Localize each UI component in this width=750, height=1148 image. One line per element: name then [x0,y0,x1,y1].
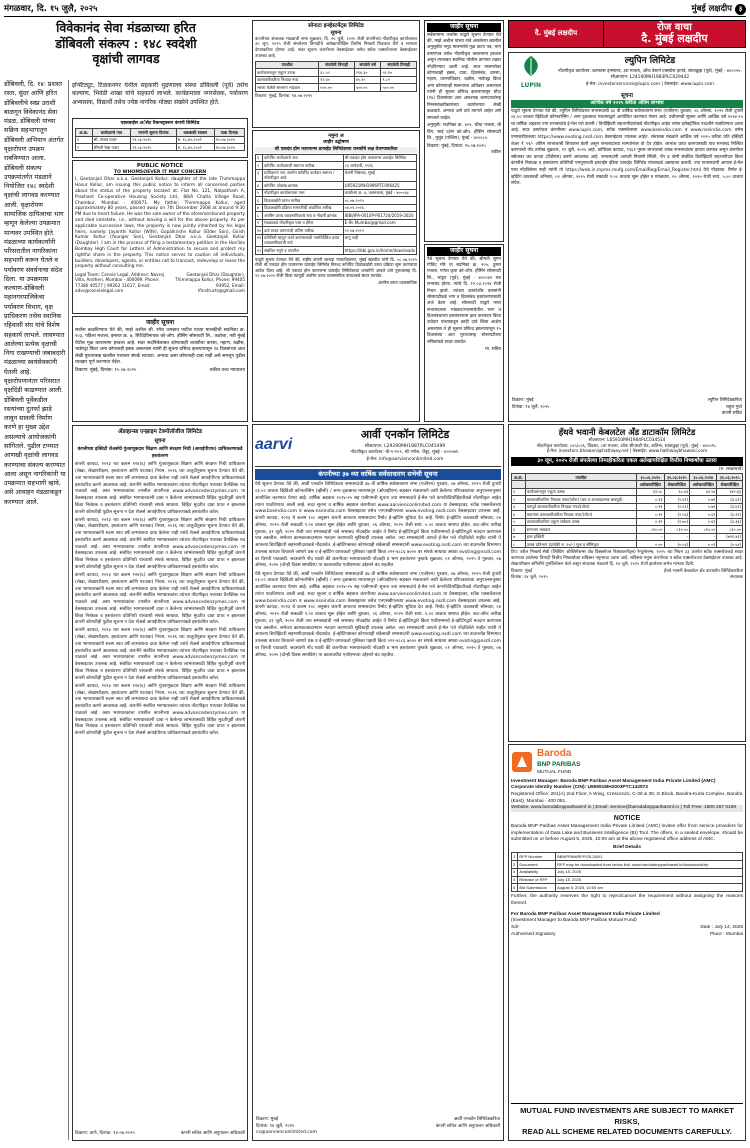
table-cell: July 15, 2025 [556,868,743,876]
table-cell: ६०.४३ [664,488,690,495]
table-cell: श्री एकदंत होम फायनान्स प्रायव्हेट लिमिटेड [343,154,416,161]
table-cell: - [637,533,664,540]
table-cell: ०८.०७.२०२५ [343,197,416,204]
table-cell: RFP Number [518,853,556,861]
baroda-disclaimer: MUTUAL FUND INVESTMENTS ARE SUBJECT TO MARKET RISKS, READ ALL SCHEME RELATED DOCUMENTS CAREFULLY. [511,1103,743,1138]
table-cell: लागू नाही [343,234,416,247]
table-cell: ६१.५८ [637,488,664,495]
table-cell: - [690,533,717,540]
ad-logo-panel: दै. मुंबई लक्षदीप [508,20,604,48]
table-row [256,212,417,219]
table-subheader: अलेखापरिक्षित [637,481,664,488]
table-cell: २२.०७.२०२५ [343,227,416,234]
table-cell: ५००.०० [354,84,381,91]
table-cell: ३ [512,503,526,510]
ad-tagline: रोज वाचा [657,22,692,34]
table-cell: Availability [518,868,556,876]
table-cell: U65921MH1996PTC096425 [343,182,416,189]
baroda-logo-icon [511,751,533,773]
main-headline: विवेकानंद सेवा मंडळाच्या हरित डोंबिवली संकल्प : १४८ स्वदेशी वृक्षांची लागवड [55,20,197,67]
table-cell: कंपनी निबंधक, मुंबई [343,169,416,182]
table-cell: ४ [512,511,526,518]
table-subheader [525,481,637,488]
insolvency-table [255,154,417,255]
table-cell: २४२.६३ [717,488,743,495]
table-cell: ११ [256,234,263,247]
table-cell: कॉर्पोरेट कर्जदाराची स्थापना तारीख [263,162,343,169]
table-cell: ८१०.०० [664,526,690,533]
table-cell: 5 [512,884,518,892]
table-row [512,540,743,547]
table-cell: समभाग भांडवल [525,526,637,533]
table-cell: कॉर्पोरेट कर्जदाराचे नाव [263,154,343,161]
table-cell: ६१.५४ [690,488,717,495]
table-row [512,853,743,861]
table-row [256,154,417,161]
aarvi-company: आर्वी एनकॉन लिमिटेड [360,428,450,441]
sonata-table [255,61,417,92]
page-number: ३ [735,4,746,15]
table-cell: २१४.३० [354,69,381,76]
table-cell: ०४.०१.२०२६ [343,204,416,211]
table-cell: १ [512,488,526,495]
table-cell: भरणा केलेले समभाग भांडवल [256,84,319,91]
table-header: तपशील [256,61,319,68]
story-body-left: डोंबिवली, दि. १४: प्रशस्त रस्ता, सुंदर आणि हरित डोंबिवलीचे स्वप्न उराशी बाळगून विवेकानंद सेवा मंडळ, डोंबिवली यांच्या सक्रिय सहभागातून डोंबिवली अभियान अंतर्गत वृक्षारोपण उपक्रम राबविण्यात आला. डोंबिवली संकल्प उपक्रमांतर्गत मंडळाने नियोजित १४८ स्वदेशी वृक्षांची लागवड करण्यात आली. वृक्षारोपण सामाजिक दायित्वाचा भाग म्हणून केलेल्या उपक्रमात मान्यवर उपस्थित होते. मंडळाच्या कार्यकर्त्यांनी परिसरातील नागरिकांना सहभागी करून घेतले व पर्यावरण संवर्धनाचा संदेश दिला. या उपक्रमास कल्याण-डोंबिवली महानगरपालिकेचा पर्यावरण विभाग, वृक्ष प्राधिकरण तसेच स्थानिक रहिवासी संघ यांचे विशेष सहकार्य लाभले. लावण्यात आलेल्या प्रत्येक वृक्षाची निगा राखण्याची जबाबदारी मंडळाच्या स्वयंसेवकांनी घेतली आहे. वृक्षारोपणानंतर परिसरात वृक्षदिंडी काढण्यात आली. डोंबिवली पूर्वेकडील रस्त्यांच्या दुतर्फा झाडे लावून सावली निर्माण करणे हा मुख्य उद्देश असल्याचे आयोजकांनी सांगितले. पुढील टप्प्यात आणखी वृक्षांची लागवड करण्याचा संकल्प करण्यात आला असून नागरिकांनी या उपक्रमात सहभागी व्हावे, असे आवाहन मंडळाकडून करण्यात आले. [4,80,66,506]
ad-name: दै. मुंबई लक्षदीप [641,32,708,46]
table-row [512,884,743,892]
table-cell: (३.६१) [717,503,743,510]
story-left-column [4,80,66,1142]
table-cell: ५ [512,518,526,525]
table-header: संपलेली तिमाही [381,61,417,68]
table-cell: https://ibbi.gov.in/home/downloads [344,247,415,253]
table-cell: इतर इक्विटी [525,533,637,540]
table-row [512,868,743,876]
table-cell: कार्यचलनातून एकूण उत्पन्न [525,488,637,495]
table-cell: ०.१९ [637,511,664,518]
hathway-notice: हॅथवे भवानी केबलटेल अँड डाटाकॉम लिमिटेड सीआयएन: L65910MH1984PLC034514 नोंदणीकृत कार्यालय: ८०५/८०६, विंडसर, ८वा मजला, ऑफ सीएसटी रोड, कलिना, सांताक्रुझ (पूर्व), मुंबई - ४०००९८. ई-मेल: investors.bhawani@hathway.net | वेबसाईट: www.hathwaybhawani.com ३० जून, २०२५ रोजी संपलेल्या तिमाहीकरिता एकल अलेखापरिक्षित वित्तीय निष्कर्षांचा उतारा (रु. लाखांमध्ये) अ.क्र. तपशील ३०.०६.२०२५ ३१.०३.२०२५ ३०.०६.२०२४ ३१.०३.२०२५ अलेखापरिक्षित लेखापरिक्षित अलेखापरिक्षित लेखापरिक्षित १ कार्यचलनातून एकूण उत्पन्न ६१.५८ ६०.४३ ६१.५४ २४२.६३ २ कालावधीकरिता निव्वळ नफा/(तोटा) (कर व अपवादात्मक बाबपूर्व) ०.११ (२.६९) ०.७९ (३.६१) ३ करपूर्व कालावधीकरिता निव्वळ नफा/(तोटा) ०.११ (२.६९) ०.७९ (३.६१) ४ करानंतर कालावधीकरिता निव्वळ नफा/(तोटा) ०.१९ (२.५६) ०.६१ (३.१९) ५ कालावधीकरिता एकूण सर्वंकष उत्पन्न ०.१९ (२.७०) ०.६१ (३.३३) ६ समभाग भांडवल ८१०.०० ८१०.०० ८१०.०० ८१०.०० ७ इतर इक्विटी - - - (७९९.४१) ८ उत्पन्न प्रतिभाग (प्रत्येकी रु. १०/-) मूळ व सौमिकृत ०.०० (०.०३) ०.०१ (०.०४) टिप: वरील निष्कर्ष सेबी (लिस्टिंग ऑब्लिगेशन्स अँड डिस्क्लोजर रिक्वायरमेंट्स) रेग्युलेशन्स, २०१५ च्या नियम ३३ अंतर्गत स्टॉक एक्सचेंजकडे सादर करण्यात आलेल्या तिमाही वित्तीय निष्कर्षांच्या सविस्तर नमुन्याचा उतारा आहे. सविस्तर नमुना कंपनीच्या व स्टॉक एक्सचेंजच्या वेबसाईटवर उपलब्ध आहे. लेखापरिक्षण समितीने पुनर्विलोकन केले असून संचालक मंडळाने दि. १४ जुलै, २०२५ रोजी झालेल्या सभेत मान्यता दिली. ठिकाण: मुंबई दिनांक: १४ जुलै, २०२५ हॅथवे भवानी केबलटेल अँड डाटाकॉम लिमिटेडकरिता संचालक [508,424,746,742]
table-cell: ०.७९ [690,496,717,503]
baroda-notice: Baroda BNP PARIBAS MUTUAL FUND Investment Manager: Baroda BNP Paribas Asset Management India Private Limited (AMC) Corporate Identity Number (CIN): U65991MH2003PTC142972 Registered Office: 201(A) 2nd Floor, A Wing, Crescenzo, C-38 & 39, G Block, Bandra-Kurla Complex, Bandra (East), Mumbai - 400 051. Website: www.barodabnpparibasmf.in | Email: service@barodabnpparibasmf.in | Toll Free: 1800 267 0189 NOTICE Baroda BNP Paribas Asset Management India Private Limited (AMC) invites offer from service providers for implementation of Data Lake and Business Intelligence (BI) Tool. The offers, in a sealed envelope, should be submitted on or before August 5, 2025, 10:00 am at the above registered office address of AMC. Brief Details 1 RFP Number BBNPPAM/RFP/25-26/01 2 Document RFP may be downloaded from below link: www.barodabnpparibasmf.in/downloads/rfp 3 Availability July 15, 2025 4 Release of RFP July 15, 2025 5 Bid Submission August 5, 2025, 10:00 am Further, the authority reserves the right to reject/cancel the requirement without assigning the reasons thereof. For Baroda BNP Paribas Asset Management India Private Limited (Investment Manager to Baroda BNP Paribas Mutual Fund) Sd/- Authorised Signatory Date : July 14, 2025 Place : Mumbai MUTUAL FUND INVESTMENTS ARE SUBJECT TO MARKET RISKS, READ ALL SCHEME RELATED DOCUMENTS CAREFULLY. [508,744,746,1141]
table-cell: कार्यालय क्र. ४, तळमजला, मुंबई - ४०००६४ [343,189,416,196]
table-cell: करानंतर कालावधीकरिता निव्वळ नफा/(तोटा) [525,511,637,518]
insolvency-notice: नमुना अ जाहीर उद्घोषणा श्री एकदंत होम फायनान्स प्रायव्हेट लिमिटेडच्या धनकोंचे लक्ष वेधण्याकरिता १ कॉर्पोरेट कर्जदाराचे नाव श्री एकदंत होम फायनान्स प्रायव्हेट लिमिटेड २ कॉर्पोरेट कर्जदाराची स्थापना तारीख २३ जानेवारी, १९९६ ३ प्राधिकरण ज्या अंतर्गत कॉर्पोरेट कर्जदार स्थापन / नोंदणीकृत आहे कंपनी निबंधक, मुंबई ४ कॉर्पोरेट ओळख क्रमांक U65921MH1996PTC096425 ५ नोंदणीकृत कार्यालयाचा पत्ता कार्यालय क्र. ४, तळमजला, मुंबई - ४०००६४ ६ दिवाळखोरी प्रारंभ तारीख ०८.०७.२०२५ ७ दिवाळखोरी प्रक्रिया समाप्तीची अंदाजित तारीख ०४.०१.२०२६ ८ अंतरिम ठराव व्यावसायिकाचे नाव व नोंदणी क्रमांक IBBI/IPA-001/IP-P01724/2019-2020 ९ मंडळाकडे नोंदणीकृत पत्ता व ईमेल E-Ifc.Mumbai@gmail.com १० दावे सादर करण्याची अंतिम तारीख २२.०७.२०२५ ११ प्रतिनिधी म्हणून कार्य करण्यासाठी नामनिर्देशित ठराव व्यावसायिकांची नावे लागू नाही १२ संबंधित नमुने व तपशील https://ibbi.gov.in/home/downloads याद्वारे सूचना देण्यात येते की, राष्ट्रीय कंपनी कायदा न्यायाधिकरण, मुंबई खंडपीठ यांनी दि. ०८.०७.२०२५ रोजी श्री एकदंत होम फायनान्स प्रायव्हेट लिमिटेड विरुध्द कॉर्पोरेट दिवाळखोरी ठराव प्रक्रिया सुरू करण्याचा आदेश दिला आहे. श्री एकदंत होम फायनान्स प्रायव्हेट लिमिटेडच्या धनकोंनी आपले दावे पुराव्यासह दि. २२.०७.२०२५ रोजी किंवा त्यापूर्वी अंतरिम ठराव व्यावसायिक यांच्याकडे सादर करावेत. अंतरिम ठराव व्यावसायिक [252,130,420,422]
table-cell: - [664,533,690,540]
table-cell: प्राधिकरण ज्या अंतर्गत कॉर्पोरेट कर्जदार स्थापन / नोंदणीकृत आहे [263,169,343,182]
table-header: अ.क्र. [512,473,526,480]
table-cell: ५२.१० [381,69,417,76]
table-cell: १२ [257,247,262,253]
table-cell: अंतरिम ठराव व्यावसायिकाचे नाव व नोंदणी क्रमांक [263,212,343,219]
table-row [512,503,743,510]
table-header: ३०.०६.२०२४ [690,473,717,480]
table-cell: ५००.०० [319,84,355,91]
table-row [512,860,743,868]
table-cell: ०.६१ [690,511,717,518]
table-row [256,247,417,254]
table-cell: BBNPPAM/RFP/25-26/01 [556,853,743,861]
aarvi-body: येथे सूचना देण्यात येते की, आर्वी एनकॉन लिमिटेडच्या सभासदांची ३७ वी वार्षिक सर्वसाधारण सभा (एजीएम) गुरुवार, ०७ ऑगस्ट, २०२५ रोजी दुपारी ०३.०० वाजता व्हिडिओ कॉन्फरन्सिंग (व्हीसी) / अन्य दृकश्राव्य माध्यमातून (ओएव्हीएम) सहकार मंत्रालयाने जारी केलेल्या परिपत्रकांच्या अनुपालनानुसार आयोजित करण्यात येणार आहे. वार्षिक अहवाल २०२४-२५ सह एजीएमची सूचना ज्या सभासदांचे ई-मेल पत्ते कंपनी/डिपॉझिटरीकडे नोंदणीकृत आहेत त्यांना पाठविण्यात आली आहे. सदर सूचना व वार्षिक अहवाल कंपनीच्या www.aarvienconlimited.com या वेबसाइटवर, स्टॉक एक्सचेंजच्या www.bseindia.com व www.nseindia.com वेबसाइटवर तसेच एनएसडीएलच्या www.evoting.nsdl.com वेबसाइटवर उपलब्ध आहे. कंपनी कायदा, २०१३ चे कलम १०८ अनुसार कंपनी आपल्या सभासदांना रिमोट ई-व्होटिंग सुविधा देत आहे. रिमोट ई-व्होटिंग कालावधी सोमवार, ०४ ऑगस्ट, २०२५ रोजी सकाळी ९.०० वाजता सुरू होईल आणि बुधवार, ०६ ऑगस्ट, २०२५ रोजी सायं. ५.०० वाजता समाप्त होईल. कट-ऑफ तारीख गुरुवार, ३१ जुलै, २०२५ रोजी ज्या सभासदांची नावे सभासद नोंदवहीत आहेत ते रिमोट ई-व्होटिंगद्वारे किंवा एजीएममध्ये ई-व्होटिंगद्वारे मतदान करण्यास पात्र असतील. सभेच्या कामकाजादरम्यान मतदान करण्याची सुविधाही उपलब्ध असेल. ज्या सभासदांनी आपले ई-मेल पत्ते नोंदविलेले नाहीत त्यांनी ते आपल्या डिपॉझिटरी सहभागीदाराकडे नोंदवावेत. ई-व्होटिंगबाबत कोणत्याही शंकेसाठी सभासदांनी www.evoting.nsdl.com च्या डाउनलोड विभागात उपलब्ध वारंवार विचारले जाणारे प्रश्न व ई-व्होटिंग वापरकर्ता पुस्तिका पहावी किंवा ०२२-४८८६ ७००० वर संपर्क साधावा अथवा evoting@nsdl.com वर विनंती पाठवावी. सदस्यांनी नोंद घ्यावी की कंपनीच्या भागधारकांची नोंदवही व भाग हस्तांतरण पुस्तके शुक्रवार, ०१ ऑगस्ट, २०२५ ते गुरुवार, ०७ ऑगस्ट, २०२५ (दोन्ही दिवस समाविष्ट) या कालावधीत एजीएमच्या उद्देशाने बंद राहतील. [255,482,501,569]
table-cell: ०.११ [637,503,664,510]
table-header: संपलेली तिमाही [319,61,355,68]
sonata-notice: सोनाटा इन्व्हेस्टमेंट्स लिमिटेड सूचना कंपनीच्या संचालक मंडळाची सभा शुक्रवार, दि. २५ जुलै, २०२५ रोजी कंपनीच्या नोंदणीकृत कार्यालयात ३० जून, २०२५ रोजी संपलेल्या तिमाहीचे अलेखापरिक्षित वित्तीय निष्कर्ष विचारात घेणे व मान्यता देण्याकरिता होणार आहे. सदर सूचना कंपनीच्या वेबसाईटवर तसेच स्टॉक एक्सचेंजच्या वेबसाईटवर उपलब्ध आहे. तपशील संपलेली तिमाही संपलेले वर्ष संपलेली तिमाही कार्यचलनातून एकूण उत्पन्न ६८.५२ २१४.३० ५२.१० कालावधीकरिता निव्वळ नफा १२.४० ४५.२० ९.८० भरणा केलेले समभाग भांडवल ५००.०० ५००.०० ५००.०० ठिकाण: मुंबई, दिनांक: १४.०७.२०२५ [252,20,420,128]
table-row [256,162,417,169]
table-row [256,69,417,76]
table-cell: (३.१९) [717,511,743,518]
table-cell: ०.११ [637,496,664,503]
baroda-rfp-table [511,852,743,892]
lupin-company: ल्युपिन लिमिटेड [624,56,676,66]
table-cell: ०.६१ [690,518,717,525]
notice-small-table: एडलवाईस अॅसेट रिकन्स्ट्रक्शन कंपनी लिमिटेड अ.क्र. कर्जदाराचे नाव मागणी सूचना दिनांक थकबाकी रक्कम ताबा दिनांक १ श्री. संजय पवार २१.०३.२०२५ रु. १८,४५,२००/- १०.०७.२०२५ २ श्रीमती रेखा पवार २१.०३.२०२५ रु. १८,४५,२००/- १०.०७.२०२५ [72,118,248,158]
table-cell: मंडळाकडे नोंदणीकृत पत्ता व ईमेल [263,219,343,226]
table-row [256,189,417,196]
table-header: ३१.०३.२०२५ [664,473,690,480]
table-cell: २३ जानेवारी, १९९६ [343,162,416,169]
table-cell: (०.०३) [664,540,690,547]
lupin-body: याद्वारे सूचना देण्यात येते की, ल्युपिन लिमिटेडच्या सभासदांची ४३ वी वार्षिक सर्वसाधारण सभा (एजीएम) बुधवार, ०६ ऑगस्ट, २०२५ रोजी दुपारी ०४.०० वाजता व्हिडिओ कॉन्फरन्सिंग / अन्य दृकश्राव्य माध्यमाद्वारे आयोजित करण्यात येणार आहे. एजीएमची सूचना आणि आर्थिक वर्ष २०२४-२५ चा वार्षिक अहवाल ज्या सभासदांचे ई-मेल पत्ते कंपनी / डिपॉझिटरी सहभागीदारांकडे नोंदणीकृत आहेत त्यांना इलेक्ट्रॉनिक पध्दतीने पाठविण्यात आला आहे. सदर दस्तऐवज कंपनीच्या www.lupin.com, स्टॉक एक्सचेंजच्या www.bseindia.com व www.nseindia.com तसेच एनएसडीएलच्या https://www.evoting.nsdl.com वेबसाईटवर उपलब्ध आहेत. संचालक मंडळाने आर्थिक वर्ष २०२५ करिता प्रति इक्विटी शेअर ₹ १२/- अंतिम लाभांशाची शिफारस केली असून सभासदांच्या मान्यतेनंतर तो देय होईल. लाभांश प्राप्त करण्यासाठी पात्र सभासद निश्चित करण्याची नोंद तारीख शुक्रवार, ११ जुलै, २०२५ आहे. प्राप्तिकर कायदा, १९६१ नुसार लाभांशाचे उत्पन्न सभासदांच्या हातात करपात्र असून कंपनीला स्त्रोतावर कर कपात (टीडीएस) करणे आवश्यक आहे. सभासदांनी आपली निवासी स्थिती, पॅन व श्रेणी संबंधित डिपॉझिटरी सहभागीदार किंवा कंपनीचे निबंधक व हस्तांतरण प्रतिनिधी एमयूएफजी इनटाईम इंडिया प्रायव्हेट लिमिटेड यांच्याकडे अद्ययावत करावी. ज्या सभासदांनी आपला ई-मेल पत्ता नोंदविलेला नाही त्यांनी तो https://web.in.mpms.mufg.com/EmailReg/Email_Register.html येथे नोंदवावा. रिमोट ई-व्होटिंग कालावधी शनिवार, ०२ ऑगस्ट, २०२५ रोजी सकाळी ९.०० वाजता सुरू होईल व मंगळवार, ०५ ऑगस्ट, २०२५ रोजी सायं. ५.०० वाजता संपेल. [511,108,743,187]
table-cell: २ [512,496,526,503]
table-cell: कालावधीकरिता एकूण सर्वंकष उत्पन्न [525,518,637,525]
table-cell: 4 [512,876,518,884]
aarvi-title: कंपनीच्या ३७ व्या वार्षिक सर्वसाधारण सभेची सूचना [255,469,501,481]
date-line: मंगळवार, दि. १५ जुलै, २०२५ [4,3,98,14]
table-cell: IBBI/IPA-001/IP-P01724/2019-2020 [343,212,416,219]
table-row [256,234,417,247]
table-cell: संबंधित नमुने व तपशील [263,247,343,254]
table-subheader [512,481,526,488]
table-cell: Document [518,860,556,868]
table-cell: ७ [512,533,526,540]
table-cell: ९.८० [381,76,417,83]
table-row [512,876,743,884]
table-header: ३१.०३.२०२५ [717,473,743,480]
table-cell: ८ [256,212,263,219]
table-cell: (३.३३) [717,518,743,525]
table-cell: ४ [256,182,263,189]
hathway-results-table [511,473,743,549]
table-cell: ८१०.०० [690,526,717,533]
table-cell: कालावधीकरिता निव्वळ नफा/(तोटा) (कर व अपवादात्मक बाबपूर्व) [525,496,637,503]
aarvi-logo: aarvi [255,436,293,454]
table-row [512,518,743,525]
table-cell: Release of RFP [518,876,556,884]
table-row [512,511,743,518]
table-header: ३०.०६.२०२५ [637,473,664,480]
aarvi-notice: aarvi आर्वी एनकॉन लिमिटेड सीआयएन: L29290MH1987PLC045499 नोंदणीकृत कार्यालय: बी-१-१०२, श्री गणेश, चेंबूर, मुंबई - ४०००७१. ई-मेल: info@aarvienconlimited.com कंपनीच्या ३७ व्या वार्षिक सर्वसाधारण सभेची सूचना येथे सूचना देण्यात येते की, आर्वी एनकॉन लिमिटेडच्या सभासदांची ३७ वी वार्षिक सर्वसाधारण सभा (एजीएम) गुरुवार, ०७ ऑगस्ट, २०२५ रोजी दुपारी ०३.०० वाजता व्हिडिओ कॉन्फरन्सिंग (व्हीसी) / अन्य दृकश्राव्य माध्यमातून (ओएव्हीएम) सहकार मंत्रालयाने जारी केलेल्या परिपत्रकांच्या अनुपालनानुसार आयोजित करण्यात येणार आहे. वार्षिक अहवाल २०२४-२५ सह एजीएमची सूचना ज्या सभासदांचे ई-मेल पत्ते कंपनी/डिपॉझिटरीकडे नोंदणीकृत आहेत त्यांना पाठविण्यात आली आहे. सदर सूचना व वार्षिक अहवाल कंपनीच्या www.aarvienconlimited.com या वेबसाइटवर, स्टॉक एक्सचेंजच्या www.bseindia.com व www.nseindia.com वेबसाइटवर तसेच एनएसडीएलच्या www.evoting.nsdl.com वेबसाइटवर उपलब्ध आहे. कंपनी कायदा, २०१३ चे कलम १०८ अनुसार कंपनी आपल्या सभासदांना रिमोट ई-व्होटिंग सुविधा देत आहे. रिमोट ई-व्होटिंग कालावधी सोमवार, ०४ ऑगस्ट, २०२५ रोजी सकाळी ९.०० वाजता सुरू होईल आणि बुधवार, ०६ ऑगस्ट, २०२५ रोजी सायं. ५.०० वाजता समाप्त होईल. कट-ऑफ तारीख गुरुवार, ३१ जुलै, २०२५ रोजी ज्या सभासदांची नावे सभासद नोंदवहीत आहेत ते रिमोट ई-व्होटिंगद्वारे किंवा एजीएममध्ये ई-व्होटिंगद्वारे मतदान करण्यास पात्र असतील. सभेच्या कामकाजादरम्यान मतदान करण्याची सुविधाही उपलब्ध असेल. ज्या सभासदांनी आपले ई-मेल पत्ते नोंदविलेले नाहीत त्यांनी ते आपल्या डिपॉझिटरी सहभागीदाराकडे नोंदवावेत. ई-व्होटिंगबाबत कोणत्याही शंकेसाठी सभासदांनी www.evoting.nsdl.com च्या डाउनलोड विभागात उपलब्ध वारंवार विचारले जाणारे प्रश्न व ई-व्होटिंग वापरकर्ता पुस्तिका पहावी किंवा ०२२-४८८६ ७००० वर संपर्क साधावा अथवा evoting@nsdl.com वर विनंती पाठवावी. सदस्यांनी नोंद घ्यावी की कंपनीच्या भागधारकांची नोंदवही व भाग हस्तांतरण पुस्तके शुक्रवार, ०१ ऑगस्ट, २०२५ ते गुरुवार, ०७ ऑगस्ट, २०२५ (दोन्ही दिवस समाविष्ट) या कालावधीत एजीएमच्या उद्देशाने बंद राहतील. येथे सूचना देण्यात येते की, आर्वी एनकॉन लिमिटेडच्या सभासदांची ३७ वी वार्षिक सर्वसाधारण सभा (एजीएम) गुरुवार, ०७ ऑगस्ट, २०२५ रोजी दुपारी ०३.०० वाजता व्हिडिओ कॉन्फरन्सिंग (व्हीसी) / अन्य दृकश्राव्य माध्यमातून (ओएव्हीएम) सहकार मंत्रालयाने जारी केलेल्या परिपत्रकांच्या अनुपालनानुसार आयोजित करण्यात येणार आहे. वार्षिक अहवाल २०२४-२५ सह एजीएमची सूचना ज्या सभासदांचे ई-मेल पत्ते कंपनी/डिपॉझिटरीकडे नोंदणीकृत आहेत त्यांना पाठविण्यात आली आहे. सदर सूचना व वार्षिक अहवाल कंपनीच्या www.aarvienconlimited.com या वेबसाइटवर, स्टॉक एक्सचेंजच्या www.bseindia.com व www.nseindia.com वेबसाइटवर तसेच एनएसडीएलच्या www.evoting.nsdl.com वेबसाइटवर उपलब्ध आहे. कंपनी कायदा, २०१३ चे कलम १०८ अनुसार कंपनी आपल्या सभासदांना रिमोट ई-व्होटिंग सुविधा देत आहे. रिमोट ई-व्होटिंग कालावधी सोमवार, ०४ ऑगस्ट, २०२५ रोजी सकाळी ९.०० वाजता सुरू होईल आणि बुधवार, ०६ ऑगस्ट, २०२५ रोजी सायं. ५.०० वाजता समाप्त होईल. कट-ऑफ तारीख गुरुवार, ३१ जुलै, २०२५ रोजी ज्या सभासदांची नावे सभासद नोंदवहीत आहेत ते रिमोट ई-व्होटिंगद्वारे किंवा एजीएममध्ये ई-व्होटिंगद्वारे मतदान करण्यास पात्र असतील. सभेच्या कामकाजादरम्यान मतदान करण्याची सुविधाही उपलब्ध असेल. ज्या सभासदांनी आपले ई-मेल पत्ते नोंदविलेले नाहीत त्यांनी ते आपल्या डिपॉझिटरी सहभागीदाराकडे नोंदवावेत. ई-व्होटिंगबाबत कोणत्याही शंकेसाठी सभासदांनी www.evoting.nsdl.com च्या डाउनलोड विभागात उपलब्ध वारंवार विचारले जाणारे प्रश्न व ई-व्होटिंग वापरकर्ता पुस्तिका पहावी किंवा ०२२-४८८६ ७००० वर संपर्क साधावा अथवा evoting@nsdl.com वर विनंती पाठवावी. सदस्यांनी नोंद घ्यावी की कंपनीच्या भागधारकांची नोंदवही व भाग हस्तांतरण पुस्तके शुक्रवार, ०१ ऑगस्ट, २०२५ ते गुरुवार, ०७ ऑगस्ट, २०२५ (दोन्ही दिवस समाविष्ट) या कालावधीत एजीएमच्या उद्देशाने बंद राहतील. ठिकाण: मुंबई दिनांक: १४ जुलै, २०२५ cs@aarvienconlimited.com आर्वी एनकॉन लिमिटेडकरिता कंपनी सचिव आणि अनुपालन अधिकारी [252,424,504,1141]
public-notice-legal-team: Legal Team: Connie Legal, Address: Navroj Villa, Andheri, Mumbai - 400099. Phone: 77386 40577 | 99262 11617, Email: advs@connielegal.com [75,271,165,293]
table-row [256,227,417,234]
table-cell: करपूर्व कालावधीकरिता निव्वळ नफा/(तोटा) [525,503,637,510]
public-notice-body: I, Geetanjali Dhar a.k.a. Geetanjali Kollur, daughter of the late Thimmappa Hosur Kollur, am issuing this public notice to inform all concerned parties about the status of the property located at: Flat No. 121, Nalpatham A, Prashant Co-operative Housing Society Ltd., 88/A Chatla Village Road, Chembur, Mumbai - 400071. My father, Thimmappa Kollur, aged approximately 80 years, passed away on 7th December 2008 at around 9:30 PM due to heart failure. He was the sole owner of the aforementioned property and died intestate, i.e., without leaving a will for the above property. As per applicable succession laws, the property is now jointly inherited by his legal heirs, namely: Jayanthi Kollur (Wife), Gopalkrishn Kollur (Elder Son), Girish Kumar Kollur (Younger Son), Geetanjali Dhar a.k.a. Geetanjali Kollur (Daughter). I am in the process of filing a testamentary petition in the Hon'ble Bombay High Court for Letters of Administration to secure and protect my rightful share in the property. This notice serves to caution all individuals, builders, developers, agents, or entities not to transact, redevelop or lease the property without consulting me. [75,177,245,270]
table-cell: कार्यचलनातून एकूण उत्पन्न [256,69,319,76]
table-cell: (२.७०) [664,518,690,525]
jahir-suchana-right: जाहीर सूचना सर्वसामान्य जनतेस याद्वारे सूचना देण्यात येते की, माझे अशील यांच्या नावे असलेल्या खालील अनुसूचीत नमूद मालमत्तेचे मूळ वाटप पत्र, भाग प्रमाणपत्र तसेच नोंदणीकृत करारनामा हरवला असून त्याबाबत स्थानिक पोलीस ठाण्यात तक्रार नोंदविण्यात आली आहे. सदर मालमत्तेवर कोणाचाही हक्क, दावा, हितसंबंध, वारसा, गहाण, धारणाधिकार, बक्षीस, भाडेपट्टा किंवा अन्य कोणत्याही स्वरूपाचा अधिकार असल्यास त्यांनी ही सूचना प्रसिध्द झाल्यापासून चौदा (१४) दिवसांच्या आत आवश्यक कागदपत्रांसह निम्नस्वाक्षरीकारांच्या कार्यालयात लेखी कळवावे. अन्यथा असे दावे त्यागले आहेत असे समजले जाईल. अनुसूची: सदनिका क्र. ४०२, चौथा मजला, बी विंग, साई दर्शन को-ऑप. हौसिंग सोसायटी लि., मुलुंड (पश्चिम), मुंबई - ४०००८०. ठिकाण: मुंबई, दिनांक: १५.०७.२०२५ वकील [424,20,504,242]
table-cell: ३ [256,169,263,182]
table-cell: कालावधीकरिता निव्वळ नफा [256,76,319,83]
table-cell: (२.५६) [664,511,690,518]
jahir-suchana-right-2: जाहीर सूचना येथे सूचना देण्यात येते की, श्रीमती सुमन गोविंद मोरे या सदनिका क्र. २०५, दुसरा मजला, गणेश कृपा को-ऑप. हौसिंग सोसायटी लि., भांडुप (पूर्व), मुंबई - ४०००४२ च्या सभासद होत्या. त्यांचे दि. १२.०३.२०२४ रोजी निधन झाले. त्यांच्या कायदेशीर वारसांनी सोसायटीकडे भाग व हितसंबंध हस्तांतरणासाठी अर्ज केला आहे. सोसायटी याद्वारे मयत सभासदाच्या भांडवल/मालमत्तेतील भाग व हितसंबंधाच्या हस्तांतरणास इतर वारसदार किंवा दावेदार यांच्याकडून काही दावे किंवा आक्षेप असल्यास ते ही सूचना प्रसिध्द झाल्यापासून १५ दिवसांच्या आत पुराव्यासह सोसायटीच्या सचिवांकडे सादर करावेत. मा. सचिव [424,244,504,422]
table-row [512,488,743,495]
table-row [512,496,743,503]
public-notice-subtitle: TO WHOMSOEVER IT MAY CONCERN [113,170,207,176]
table-cell: E-Ifc.Mumbai@gmail.com [343,219,416,226]
table-cell: २ [256,162,263,169]
table-cell: (२.६९) [664,503,690,510]
table-cell: (०.०४) [717,540,743,547]
table-cell: (२.६९) [664,496,690,503]
table-cell: ४५.२० [354,76,381,83]
table-cell: ०.७९ [690,503,717,510]
table-cell: August 5, 2025, 10:00 am [556,884,743,892]
public-notice-title: PUBLIC NOTICE [136,163,184,169]
table-row [512,526,743,533]
table-row [256,182,417,189]
page-header-strip [4,3,746,17]
table-cell: ८१०.०० [637,526,664,533]
table-cell: ०.१९ [637,518,664,525]
table-cell: उत्पन्न प्रतिभाग (प्रत्येकी रु. १०/-) मूळ व सौमिकृत [525,540,637,547]
table-cell: RFP may be downloaded from below link: www.barodabnpparibasmf.in/downloads/rfp [556,860,743,868]
table-row [512,533,743,540]
table-cell: 2 [512,860,518,868]
table-header: संपलेले वर्ष [354,61,381,68]
hathway-company: हॅथवे भवानी केबलटेल अँड डाटाकॉम लिमिटेड [558,427,696,437]
table-subheader: लेखापरिक्षित [664,481,690,488]
table-cell: (३.६१) [717,496,743,503]
iepf-notice: ॲडव्हान्स्ड एन्झाइम टेक्नॉलॉजीज लिमिटेड सूचना कंपनीच्या इक्विटी शेअर्सचे गुंतवणूकदार शिक्षण आणि संरक्षण निधी (आयईपीएफ) प्राधिकरणाकडे हस्तांतरण कंपनी कायदा, २०१३ च्या कलम १२४(६) आणि गुंतवणूकदार शिक्षण आणि संरक्षण निधी प्राधिकरण (लेखा, लेखापरीक्षण, हस्तांतरण आणि परतावा) नियम, २०१६ च्या तरतुदीनुसार सूचना देण्यात येते की, ज्या भागधारकांनी सलग सात वर्षे लाभांशाचा दावा केलेला नाही त्यांचे शेअर्स आयईपीएफ प्राधिकरणाकडे हस्तांतरित करणे आवश्यक आहे. कंपनीने संबंधित भागधारकांना त्यांच्या नोंदणीकृत पत्त्यावर वैयक्तिक पत्र पाठवले आहे. अशा भागधारकांचा तपशील कंपनीच्या www.advancedenzymes.com या वेबसाइटवर उपलब्ध आहे. संबंधित भागधारकांनी दावा न केलेल्या लाभांशासाठी विहित मुदतीपूर्वी कंपनी किंवा निबंधक व हस्तांतरण प्रतिनिधी यांच्याशी संपर्क साधावा. विहित मुदतीत दावा प्राप्त न झाल्यास कंपनी कोणतीही पुढील सूचना न देता शेअर्स आयईपीएफ प्राधिकरणाकडे हस्तांतरित करेल. कंपनी कायदा, २०१३ च्या कलम १२४(६) आणि गुंतवणूकदार शिक्षण आणि संरक्षण निधी प्राधिकरण (लेखा, लेखापरीक्षण, हस्तांतरण आणि परतावा) नियम, २०१६ च्या तरतुदीनुसार सूचना देण्यात येते की, ज्या भागधारकांनी सलग सात वर्षे लाभांशाचा दावा केलेला नाही त्यांचे शेअर्स आयईपीएफ प्राधिकरणाकडे हस्तांतरित करणे आवश्यक आहे. कंपनीने संबंधित भागधारकांना त्यांच्या नोंदणीकृत पत्त्यावर वैयक्तिक पत्र पाठवले आहे. अशा भागधारकांचा तपशील कंपनीच्या www.advancedenzymes.com या वेबसाइटवर उपलब्ध आहे. संबंधित भागधारकांनी दावा न केलेल्या लाभांशासाठी विहित मुदतीपूर्वी कंपनी किंवा निबंधक व हस्तांतरण प्रतिनिधी यांच्याशी संपर्क साधावा. विहित मुदतीत दावा प्राप्त न झाल्यास कंपनी कोणतीही पुढील सूचना न देता शेअर्स आयईपीएफ प्राधिकरणाकडे हस्तांतरित करेल. कंपनी कायदा, २०१३ च्या कलम १२४(६) आणि गुंतवणूकदार शिक्षण आणि संरक्षण निधी प्राधिकरण (लेखा, लेखापरीक्षण, हस्तांतरण आणि परतावा) नियम, २०१६ च्या तरतुदीनुसार सूचना देण्यात येते की, ज्या भागधारकांनी सलग सात वर्षे लाभांशाचा दावा केलेला नाही त्यांचे शेअर्स आयईपीएफ प्राधिकरणाकडे हस्तांतरित करणे आवश्यक आहे. कंपनीने संबंधित भागधारकांना त्यांच्या नोंदणीकृत पत्त्यावर वैयक्तिक पत्र पाठवले आहे. अशा भागधारकांचा तपशील कंपनीच्या www.advancedenzymes.com या वेबसाइटवर उपलब्ध आहे. संबंधित भागधारकांनी दावा न केलेल्या लाभांशासाठी विहित मुदतीपूर्वी कंपनी किंवा निबंधक व हस्तांतरण प्रतिनिधी यांच्याशी संपर्क साधावा. विहित मुदतीत दावा प्राप्त न झाल्यास कंपनी कोणतीही पुढील सूचना न देता शेअर्स आयईपीएफ प्राधिकरणाकडे हस्तांतरित करेल. कंपनी कायदा, २०१३ च्या कलम १२४(६) आणि गुंतवणूकदार शिक्षण आणि संरक्षण निधी प्राधिकरण (लेखा, लेखापरीक्षण, हस्तांतरण आणि परतावा) नियम, २०१६ च्या तरतुदीनुसार सूचना देण्यात येते की, ज्या भागधारकांनी सलग सात वर्षे लाभांशाचा दावा केलेला नाही त्यांचे शेअर्स आयईपीएफ प्राधिकरणाकडे हस्तांतरित करणे आवश्यक आहे. कंपनीने संबंधित भागधारकांना त्यांच्या नोंदणीकृत पत्त्यावर वैयक्तिक पत्र पाठवले आहे. अशा भागधारकांचा तपशील कंपनीच्या www.advancedenzymes.com या वेबसाइटवर उपलब्ध आहे. संबंधित भागधारकांनी दावा न केलेल्या लाभांशासाठी विहित मुदतीपूर्वी कंपनी किंवा निबंधक व हस्तांतरण प्रतिनिधी यांच्याशी संपर्क साधावा. विहित मुदतीत दावा प्राप्त न झाल्यास कंपनी कोणतीही पुढील सूचना न देता शेअर्स आयईपीएफ प्राधिकरणाकडे हस्तांतरित करेल. कंपनी कायदा, २०१३ च्या कलम १२४(६) आणि गुंतवणूकदार शिक्षण आणि संरक्षण निधी प्राधिकरण (लेखा, लेखापरीक्षण, हस्तांतरण आणि परतावा) नियम, २०१६ च्या तरतुदीनुसार सूचना देण्यात येते की, ज्या भागधारकांनी सलग सात वर्षे लाभांशाचा दावा केलेला नाही त्यांचे शेअर्स आयईपीएफ प्राधिकरणाकडे हस्तांतरित करणे आवश्यक आहे. कंपनीने संबंधित भागधारकांना त्यांच्या नोंदणीकृत पत्त्यावर वैयक्तिक पत्र पाठवले आहे. अशा भागधारकांचा तपशील कंपनीच्या www.advancedenzymes.com या वेबसाइटवर उपलब्ध आहे. संबंधित भागधारकांनी दावा न केलेल्या लाभांशासाठी विहित मुदतीपूर्वी कंपनी किंवा निबंधक व हस्तांतरण प्रतिनिधी यांच्याशी संपर्क साधावा. विहित मुदतीत दावा प्राप्त न झाल्यास कंपनी कोणतीही पुढील सूचना न देता शेअर्स आयईपीएफ प्राधिकरणाकडे हस्तांतरित करेल. ठिकाण: ठाणे, दिनांक: १४.०७.२०२५ कंपनी सचिव आणि अनुपालन अधिकारी [72,425,248,1141]
table-header: तपशील [525,473,637,480]
table-cell: १२.४० [319,76,355,83]
table-cell: Bid Submission [518,884,556,892]
table-cell: दिवाळखोरी प्रक्रिया समाप्तीची अंदाजित तारीख [263,204,343,211]
lupin-leaf-icon [517,55,545,77]
table-subheader: लेखापरिक्षित [717,481,743,488]
table-cell: ९ [256,219,263,226]
table-row [256,204,417,211]
public-notice-signatory: Geetanjali Dhar (Daughter), Thimmappa Kollur, Phone: 99405 93952, Email: lfinstructs@gmail.com [175,271,245,293]
table-cell: १० [257,227,262,233]
page-name: मुंबई लक्षदीप ३ [692,4,746,15]
public-notice-english [72,160,248,314]
table-subheader: अलेखापरिक्षित [690,481,717,488]
table-cell: 1 [512,853,518,861]
table-cell: दावे सादर करण्याची अंतिम तारीख [263,227,343,234]
table-row [256,219,417,226]
table-cell: ०.०१ [690,540,717,547]
table-cell: प्रतिनिधी म्हणून कार्य करण्यासाठी नामनिर्देशित ठराव व्यावसायिकांची नावे [263,234,343,247]
table-cell: ६ [512,526,526,533]
lupin-logo: LUPIN [511,55,551,90]
table-cell: July 15, 2025 [556,876,743,884]
table-cell: कॉर्पोरेट ओळख क्रमांक [263,182,343,189]
table-cell: दिवाळखोरी प्रारंभ तारीख [263,197,343,204]
table-cell: १ [256,154,263,161]
table-cell: ०.०० [637,540,664,547]
table-row [256,76,417,83]
table-cell: ७ [256,204,263,211]
table-row [256,197,417,204]
table-cell: ८ [512,540,526,547]
table-cell: ८१०.०० [717,526,743,533]
table-cell: (७९९.४१) [717,533,743,540]
lupin-notice: LUPIN ल्युपिन लिमिटेड नोंदणीकृत कार्यालय: कल्पतरू इन्स्पायर, ३रा मजला, ऑफ वेस्टर्न एक्सप्रेस हायवे, सांताक्रुझ (पूर्व), मुंबई - ४०००५५. सीआयएन: L24100MH1983PLC029442 ई-मेल: investorservices@lupin.com | वेबसाईट: www.lupin.com सूचना आर्थिक वर्ष २०२५ करिता अंतिम लाभांश याद्वारे सूचना देण्यात येते की, ल्युपिन लिमिटेडच्या सभासदांची ४३ वी वार्षिक सर्वसाधारण सभा (एजीएम) बुधवार, ०६ ऑगस्ट, २०२५ रोजी दुपारी ०४.०० वाजता व्हिडिओ कॉन्फरन्सिंग / अन्य दृकश्राव्य माध्यमाद्वारे आयोजित करण्यात येणार आहे. एजीएमची सूचना आणि आर्थिक वर्ष २०२४-२५ चा वार्षिक अहवाल ज्या सभासदांचे ई-मेल पत्ते कंपनी / डिपॉझिटरी सहभागीदारांकडे नोंदणीकृत आहेत त्यांना इलेक्ट्रॉनिक पध्दतीने पाठविण्यात आला आहे. सदर दस्तऐवज कंपनीच्या www.lupin.com, स्टॉक एक्सचेंजच्या www.bseindia.com व www.nseindia.com तसेच एनएसडीएलच्या https://www.evoting.nsdl.com वेबसाईटवर उपलब्ध आहेत. संचालक मंडळाने आर्थिक वर्ष २०२५ करिता प्रति इक्विटी शेअर ₹ १२/- अंतिम लाभांशाची शिफारस केली असून सभासदांच्या मान्यतेनंतर तो देय होईल. लाभांश प्राप्त करण्यासाठी पात्र सभासद निश्चित करण्याची नोंद तारीख शुक्रवार, ११ जुलै, २०२५ आहे. प्राप्तिकर कायदा, १९६१ नुसार लाभांशाचे उत्पन्न सभासदांच्या हातात करपात्र असून कंपनीला स्त्रोतावर कर कपात (टीडीएस) करणे आवश्यक आहे. सभासदांनी आपली निवासी स्थिती, पॅन व श्रेणी संबंधित डिपॉझिटरी सहभागीदार किंवा कंपनीचे निबंधक व हस्तांतरण प्रतिनिधी एमयूएफजी इनटाईम इंडिया प्रायव्हेट लिमिटेड यांच्याकडे अद्ययावत करावी. ज्या सभासदांनी आपला ई-मेल पत्ता नोंदविलेला नाही त्यांनी तो https://web.in.mpms.mufg.com/EmailReg/Email_Register.html येथे नोंदवावा. रिमोट ई-व्होटिंग कालावधी शनिवार, ०२ ऑगस्ट, २०२५ रोजी सकाळी ९.०० वाजता सुरू होईल व मंगळवार, ०५ ऑगस्ट, २०२५ रोजी सायं. ५.०० वाजता संपेल. ठिकाण: मुंबई दिनांक: १४ जुलै, २०२५ ल्युपिन लिमिटेडकरिता राहुल गुप्ते कंपनी सचिव [508,52,746,422]
jahir-suchana-left: जाहीर सूचना सर्वांना कळविण्यात येते की, माझे अशील श्री. रमेश जगन्नाथ पाटील यांच्या मालकीची सदनिका क्र. १०३, पहिला मजला, इमारत क्र. ७, सिध्दिविनायक को-ऑप. हौसिंग सोसायटी लि., तळोजा, नवी मुंबई येथील मूळ करारनामा हरवला आहे. सदर सदनिकेबाबत कोणत्याही व्यक्तीचा वारसा, गहाण, बक्षीस, भाडेपट्टा किंवा अन्य कोणताही हक्क असल्यास त्यांनी ही सूचना प्रसिध्द झाल्यापासून १४ दिवसांच्या आत लेखी पुराव्यासह खालील पत्त्यावर संपर्क साधावा. अन्यथा असा कोणताही दावा नाही असे समजून पुढील व्यवहार पूर्ण करण्यात येईल. ठिकाण: मुंबई, दिनांक: १५.०७.२०२५ वकील उच्च न्यायालय [72,316,248,422]
table-cell: 3 [512,868,518,876]
table-cell: ६ [256,197,263,204]
table-cell: नोंदणीकृत कार्यालयाचा पत्ता [263,189,343,196]
ad-banner [508,20,746,48]
iepf-company: ॲडव्हान्स्ड एन्झाइम टेक्नॉलॉजीज लिमिटेड [117,429,203,435]
table-cell: ६८.५२ [319,69,355,76]
table-cell: ५ [256,189,263,196]
table-cell: ५००.०० [381,84,417,91]
table-row [256,84,417,91]
story-right-text: इन्स्टिट्यूट, टिळकनगर येथील सहकारी मुद्रणालय संस्था डोंबिवली (पूर्व) तसेच कल्याण, भिवंडी शाखा यांचे सहकार्य लाभले. कार्यक्रमाला नगरसेवक, पर्यावरण अभ्यासक, विद्यार्थी तसेच ज्येष्ठ नागरिक मोठ्या संख्येने उपस्थित होते. [72,82,248,106]
table-row [256,169,417,182]
